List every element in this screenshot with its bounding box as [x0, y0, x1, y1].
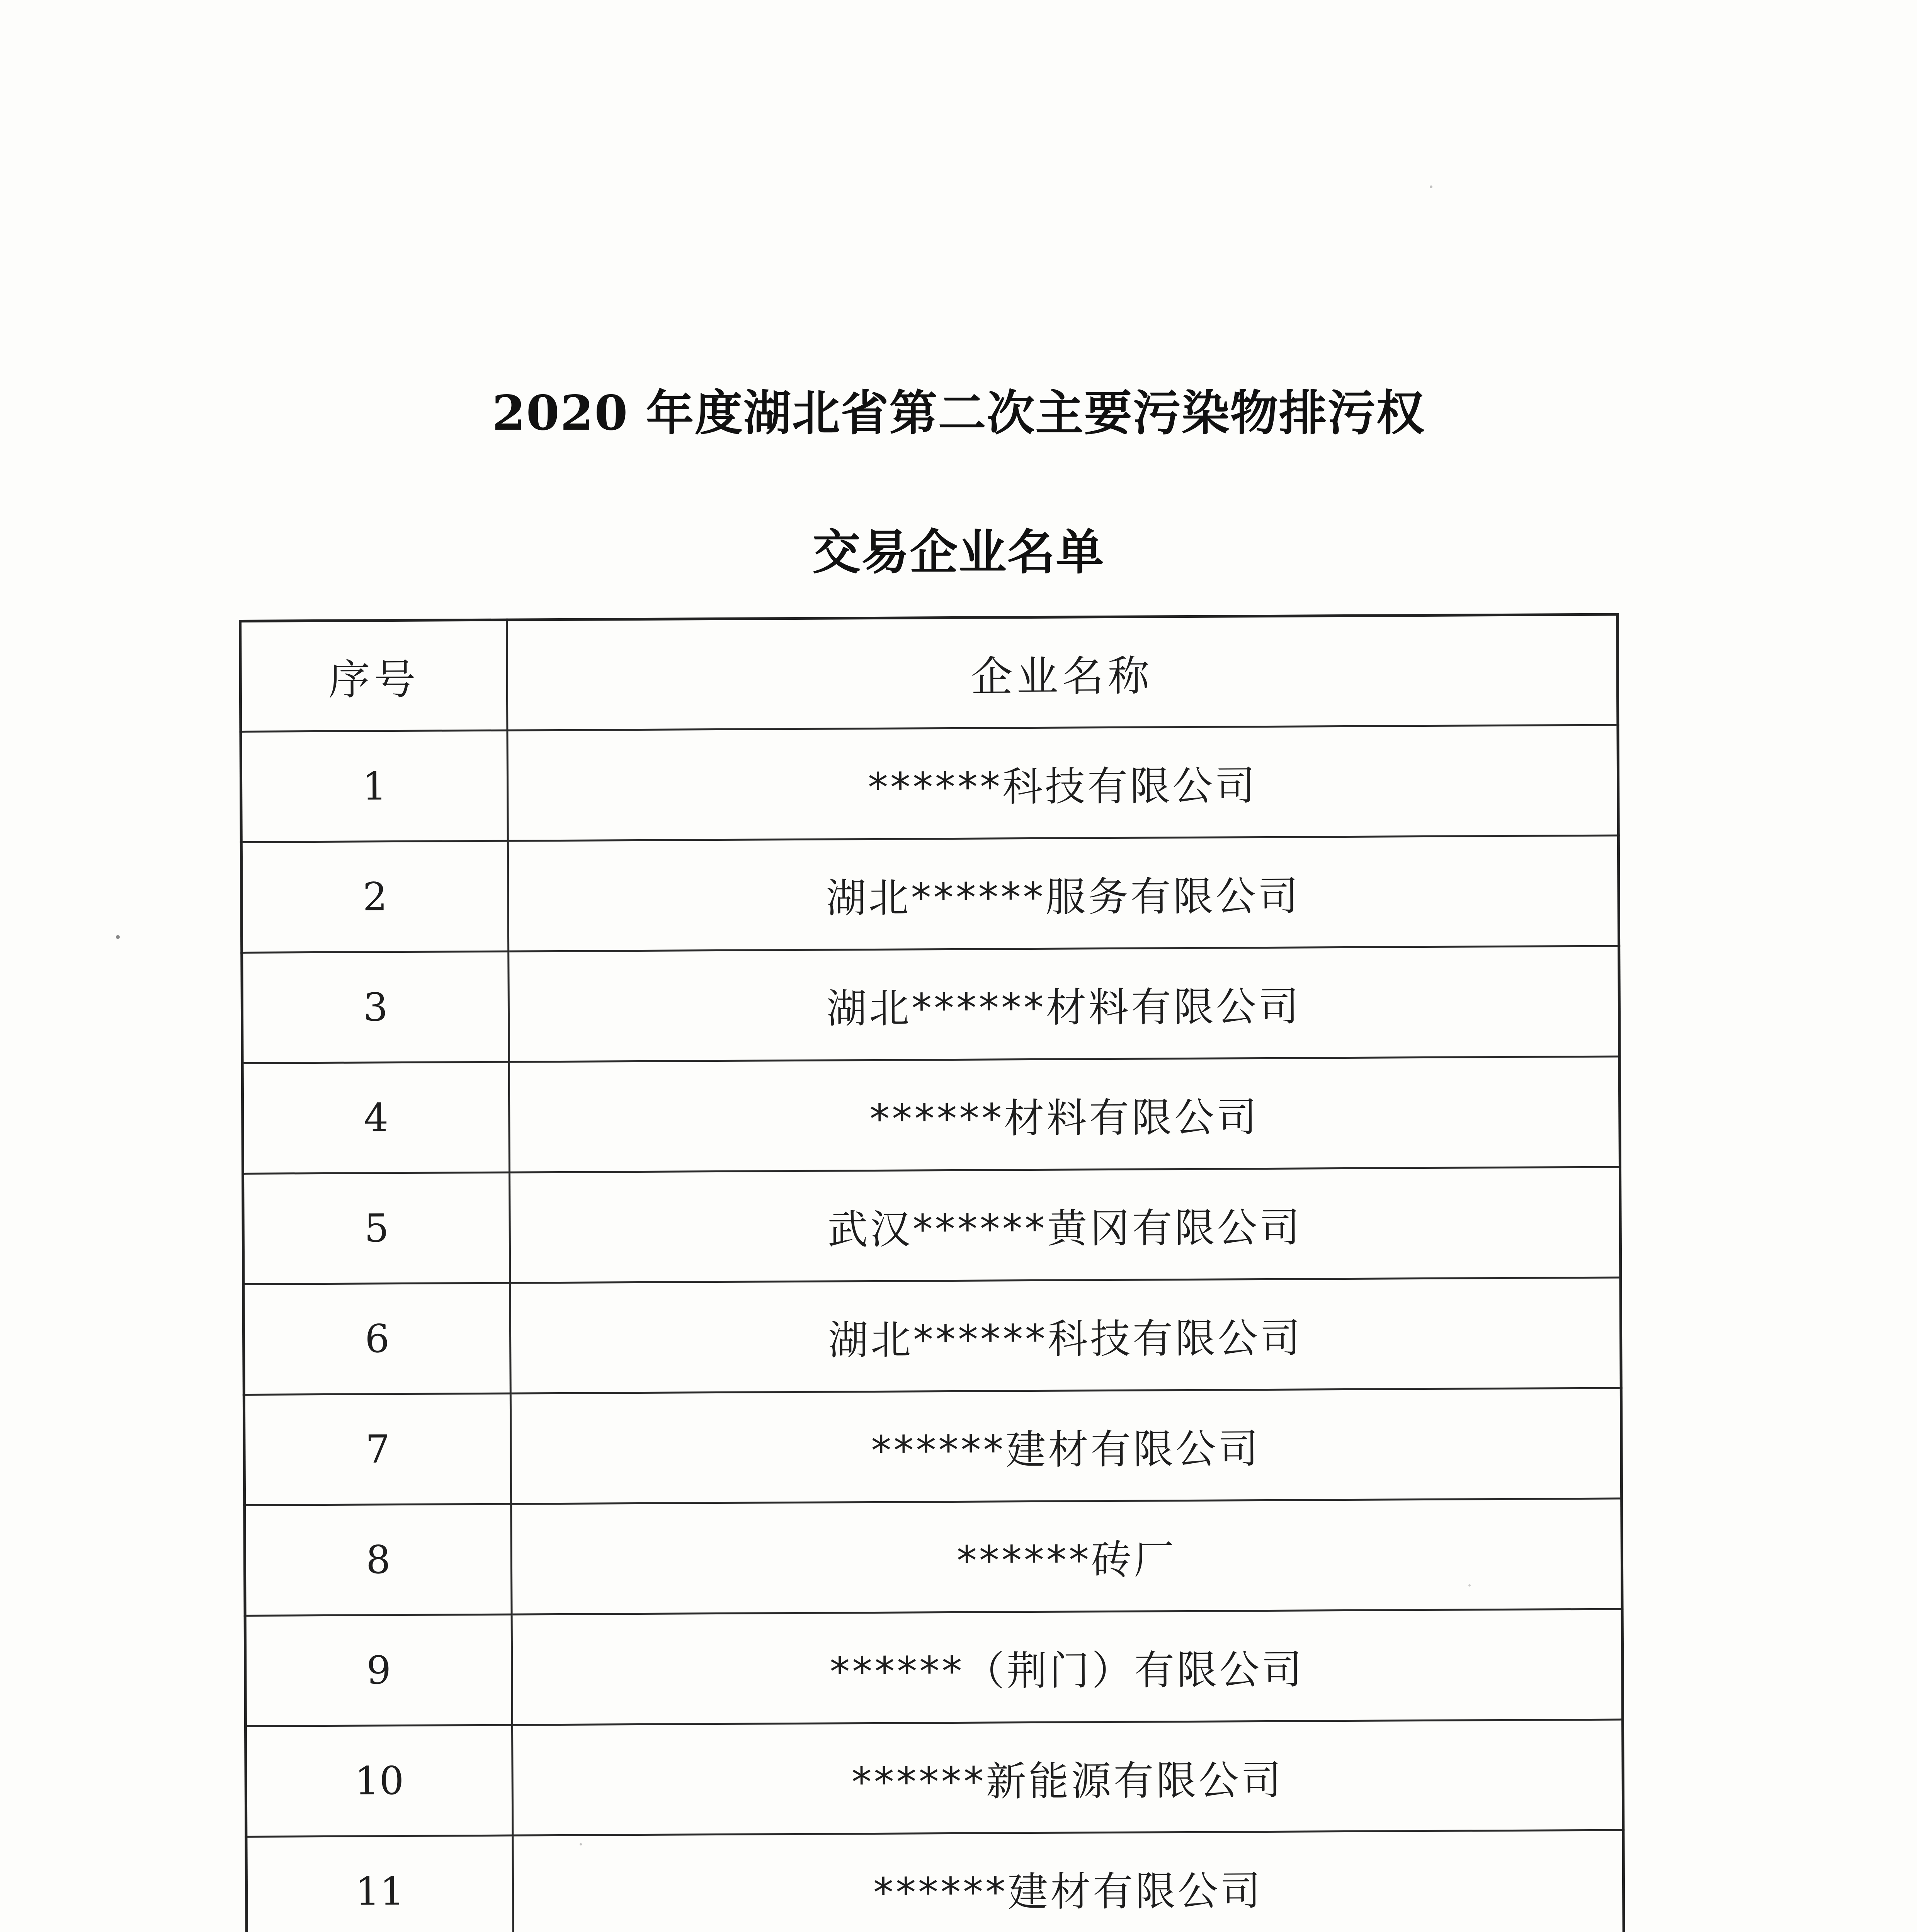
table-row — [245, 1609, 1623, 1726]
table-row — [243, 1277, 1621, 1395]
row-enterprise-name: 湖北******科技有限公司 — [510, 1277, 1621, 1393]
scan-speck — [1430, 185, 1432, 188]
row-index: 8 — [245, 1504, 512, 1616]
table-row — [241, 835, 1619, 952]
row-index: 2 — [241, 841, 508, 952]
row-index: 5 — [243, 1172, 510, 1284]
table-row — [246, 1830, 1624, 1932]
row-index: 11 — [246, 1835, 513, 1932]
table-row — [242, 1056, 1620, 1173]
row-index: 9 — [245, 1614, 512, 1726]
header-index: 序号 — [240, 620, 507, 731]
row-index: 1 — [241, 730, 508, 842]
row-enterprise-name: ******科技有限公司 — [507, 725, 1618, 841]
row-index: 3 — [242, 951, 509, 1063]
table-row — [242, 946, 1619, 1063]
table-row — [244, 1388, 1621, 1505]
document-title-line-2: 交易企业名单 — [812, 524, 1105, 580]
row-index: 4 — [242, 1062, 509, 1173]
row-enterprise-name: 湖北******服务有限公司 — [508, 835, 1619, 951]
row-enterprise-name: ******砖厂 — [511, 1498, 1622, 1614]
row-enterprise-name: ******建材有限公司 — [513, 1830, 1624, 1932]
enterprise-list-table — [239, 613, 1627, 1932]
scan-speck — [580, 1843, 582, 1845]
document-title-line-1: 2020 年度湖北省第二次主要污染物排污权 — [492, 385, 1425, 441]
table-row — [243, 1167, 1621, 1284]
scan-speck — [116, 935, 120, 939]
row-enterprise-name: 湖北******材料有限公司 — [509, 946, 1619, 1062]
table-row — [245, 1719, 1623, 1837]
table-row — [241, 725, 1618, 842]
scan-speck — [1468, 1584, 1471, 1587]
table-row — [245, 1498, 1622, 1616]
row-index: 6 — [243, 1283, 510, 1395]
row-enterprise-name: ******（荆门）有限公司 — [512, 1609, 1623, 1725]
row-index: 10 — [245, 1725, 512, 1837]
row-enterprise-name: ******材料有限公司 — [509, 1056, 1620, 1172]
table-header-row — [240, 614, 1618, 731]
header-enterprise-name: 企业名称 — [507, 614, 1618, 730]
row-enterprise-name: 武汉******黄冈有限公司 — [509, 1167, 1620, 1283]
row-enterprise-name: ******新能源有限公司 — [512, 1719, 1623, 1835]
row-enterprise-name: ******建材有限公司 — [510, 1388, 1621, 1504]
row-index: 7 — [244, 1393, 511, 1505]
